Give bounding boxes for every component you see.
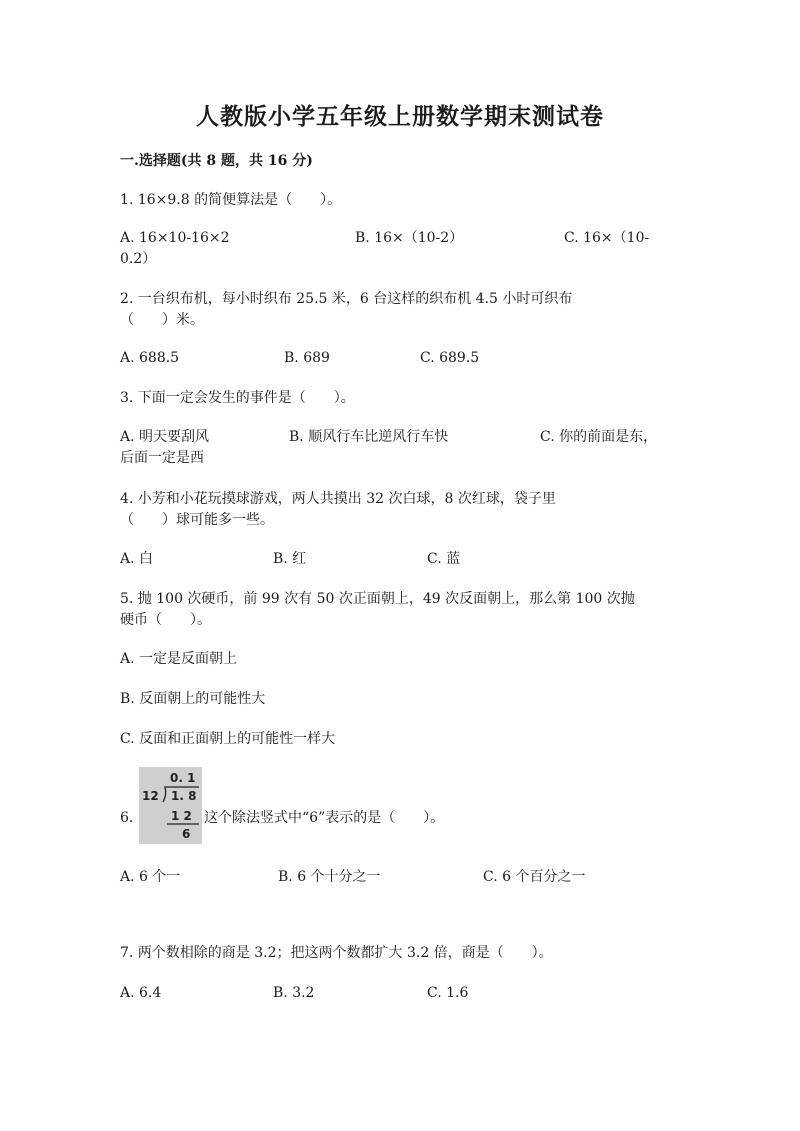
question-5-text: 5. 抛 100 次硬币，前 99 次有 50 次正面朝上，49 次反面朝上，那么第 100 次抛 — [120, 591, 635, 607]
question-4-option-b: B. 红 — [273, 551, 307, 567]
question-3-option-c: C. 你的前面是东， — [540, 429, 658, 445]
question-2-option-c: C. 689.5 — [420, 350, 480, 366]
question-7-option-b: B. 3.2 — [273, 985, 315, 1001]
question-4-text-continued: （ ）球可能多一些。 — [120, 512, 274, 528]
question-4-option-a: A. 白 — [120, 551, 154, 567]
question-2-option-a: A. 688.5 — [120, 350, 180, 366]
question-3-option-a: A. 明天要刮风 — [120, 429, 210, 445]
division-product: 1 2 — [171, 809, 192, 823]
question-1-option-b: B. 16×（10-2） — [355, 230, 464, 246]
long-division-figure — [139, 767, 202, 844]
exam-title: 人教版小学五年级上册数学期末测试卷 — [196, 103, 604, 130]
question-4-option-c: C. 蓝 — [427, 551, 461, 567]
question-1-text: 1. 16×9.8 的简便算法是（ ）。 — [120, 192, 342, 208]
question-5-option-b: B. 反面朝上的可能性大 — [120, 691, 266, 707]
question-1-option-c-continued: 0.2） — [120, 251, 157, 267]
question-3-option-c-continued: 后面一定是西 — [120, 450, 204, 466]
question-1-option-c: C. 16×（10- — [564, 230, 650, 246]
division-quotient: 0. 1 — [170, 771, 196, 785]
question-3-option-b: B. 顺风行车比逆风行车快 — [289, 429, 449, 445]
question-7-text: 7. 两个数相除的商是 3.2；把这两个数都扩大 3.2 倍，商是（ ）。 — [120, 945, 553, 961]
question-1-option-a: A. 16×10-16×2 — [120, 230, 230, 246]
division-remainder: 6 — [182, 827, 191, 841]
question-6-option-c: C. 6 个百分之一 — [483, 869, 586, 885]
question-6-text: 这个除法竖式中“6”表示的是（ ）。 — [204, 810, 445, 826]
question-2-text: 2. 一台织布机，每小时织布 25.5 米，6 台这样的织布机 4.5 小时可织布 — [120, 291, 573, 307]
question-7-option-a: A. 6.4 — [120, 985, 162, 1001]
question-5-text-continued: 硬币（ ）。 — [120, 612, 211, 628]
question-5-option-a: A. 一定是反面朝上 — [120, 651, 238, 667]
question-5-option-c: C. 反面和正面朝上的可能性一样大 — [120, 731, 336, 747]
question-6-option-b: B. 6 个十分之一 — [278, 869, 381, 885]
question-3-text: 3. 下面一定会发生的事件是（ ）。 — [120, 390, 355, 406]
question-2-option-b: B. 689 — [284, 350, 330, 366]
question-6-option-a: A. 6 个一 — [120, 869, 181, 885]
question-4-text: 4. 小芳和小花玩摸球游戏，两人共摸出 32 次白球，8 次红球，袋子里 — [120, 491, 556, 507]
question-7-option-c: C. 1.6 — [427, 985, 469, 1001]
question-6-number: 6. — [120, 810, 134, 826]
section-heading: 一.选择题(共 8 题，共 16 分) — [120, 153, 313, 169]
question-2-text-continued: （ ）米。 — [120, 312, 204, 328]
division-dividend: 1. 8 — [171, 789, 197, 803]
long-division-svg — [139, 767, 202, 844]
division-divisor: 12 — [142, 789, 159, 803]
